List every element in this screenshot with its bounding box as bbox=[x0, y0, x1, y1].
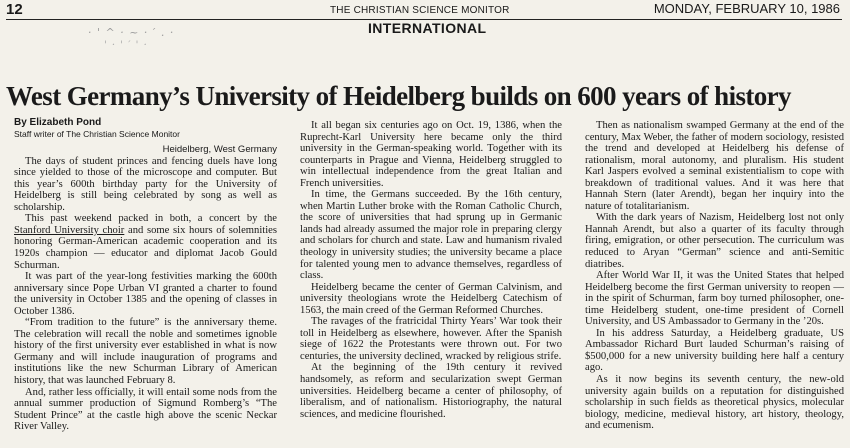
paragraph: The days of student princes and fencing duels have long since yielded to those of the microscope and computer. But this year’s 600th birthday party for the University of Heidelberg is still being celebrated by song as well as scholarship. bbox=[14, 155, 277, 213]
article-column-2 bbox=[300, 120, 562, 420]
paragraph: Heidelberg became the center of German Calvinism, and university theologians wrote the Heidelberg Catechism of 1563, the main creed of the German Reformed Churches. bbox=[300, 281, 562, 316]
paragraph-text: and some six hours of solemnities honoring German-American academic cooperation and its 1920s champion — educator and diplomat Jacob Gould Schurman. bbox=[14, 224, 277, 271]
section-label: INTERNATIONAL bbox=[368, 20, 487, 36]
handwritten-marks: · ' ^ · ~ · ′ . · bbox=[88, 26, 175, 39]
paragraph: It was part of the year-long festivities marking the 600th anniversary since Pope Urban VI granted a charter to found the university in October 1385 and the opening of classes in October 1386. bbox=[14, 271, 277, 317]
paragraph: With the dark years of Nazism, Heidelberg lost not only Hannah Arendt, but also a quarter of its faculty through firing, emigration, or other persecution. The curriculum was reduced to Aryan “German” science and anti-Semitic diatribes. bbox=[585, 212, 844, 270]
handwritten-marks-2: ' · ' ′ ' · bbox=[104, 40, 148, 51]
byline: By Elizabeth Pond bbox=[14, 117, 102, 128]
paragraph: At the beginning of the 19th century it revived handsomely, as reform and secularization swept German universities. Heidelberg became a center of philosophy, of liberalism, and of nationalism. Historiography, the natural sciences, and medicine flourished. bbox=[300, 362, 562, 420]
dateline: Heidelberg, West Germany bbox=[162, 144, 277, 156]
paragraph: In time, the Germans succeeded. By the 16th century, when Martin Luther broke with the Roman Catholic Church, the score of universities that had sprung up in Germanic lands had already assumed the major role in preparing clergy and scholars for church and state. Law and humanism rivaled theology in university studies; the university became a place for talented young men to advance themselves, regardless of class. bbox=[300, 189, 562, 282]
page-number: 12 bbox=[6, 1, 23, 18]
paragraph: “From tradition to the future” is the anniversary theme. The celebration will recall the noble and sometimes ignoble history of the first university ever established in what is now Germany and will include inauguration of programs and institutions like the new Schurman Library of American history, that was launched February 8. bbox=[14, 317, 277, 387]
newspaper-name: THE CHRISTIAN SCIENCE MONITOR bbox=[330, 5, 510, 16]
article-column-3 bbox=[585, 120, 844, 432]
paragraph: It all began six centuries ago on Oct. 19, 1386, when the Ruprecht-Karl University here became only the third university in the German-speaking world. Together with its counterparts in Prague and Vienna, Heidelberg struggled to win intellectual independence from the great Italian and French universities. bbox=[300, 120, 562, 189]
paragraph: And, rather less officially, it will entail some nods from the annual summer production of Sigmund Romberg’s “The Student Prince” at the castle high above the scenic Neckar River Valley. bbox=[14, 386, 277, 433]
article-column-1 bbox=[14, 117, 277, 433]
paragraph: The ravages of the fratricidal Thirty Years’ War took their toll in Heidelberg as elsewhere, however. After the Spanish siege of 1622 the Protestants were thrown out. For two centuries, the university declined, wracked by religious strife. bbox=[300, 316, 562, 362]
paragraph: In his address Saturday, a Heidelberg graduate, US Ambassador Richard Burt lauded Schurman’s raising of $500,000 for a new university building here half a century ago. bbox=[585, 327, 844, 374]
stanford-choir-link[interactable]: Stanford University choir bbox=[14, 224, 125, 236]
paragraph bbox=[14, 213, 277, 271]
paragraph: As it now begins its seventh century, the new-old university again builds on a reputation for distinguished scholarship in such fields as theoretical physics, molecular biology, medicine, medieval history, art history, theology, and ecumenism. bbox=[585, 374, 844, 432]
paragraph-text: This past weekend packed in both, a concert by the bbox=[25, 213, 277, 225]
paragraph: Then as nationalism swamped Germany at the end of the century, Max Weber, the father of modern sociology, resisted the trend and developed at Heidelberg his defense of rationalism, moral autonomy, and pluralism. His student Karl Jaspers evolved a seminal existentialism to cope with breakdown of traditional values. And it was here that Hannah Stern (later Arendt), began her inquiry into the nature of totalitarianism. bbox=[585, 120, 844, 212]
paragraph: After World War II, it was the United States that helped Heidelberg become the first German university to reopen — in the spirit of Schurman, farm boy turned philosopher, one-time Heidelberg student, one-time president of Cornell University, and US Ambassador to Germany in the ’20s. bbox=[585, 270, 844, 328]
issue-date: MONDAY, FEBRUARY 10, 1986 bbox=[653, 1, 840, 16]
byline-role: Staff writer of The Christian Science Monitor bbox=[14, 128, 180, 139]
article-headline: West Germany’s University of Heidelberg builds on 600 years of history bbox=[6, 81, 791, 111]
